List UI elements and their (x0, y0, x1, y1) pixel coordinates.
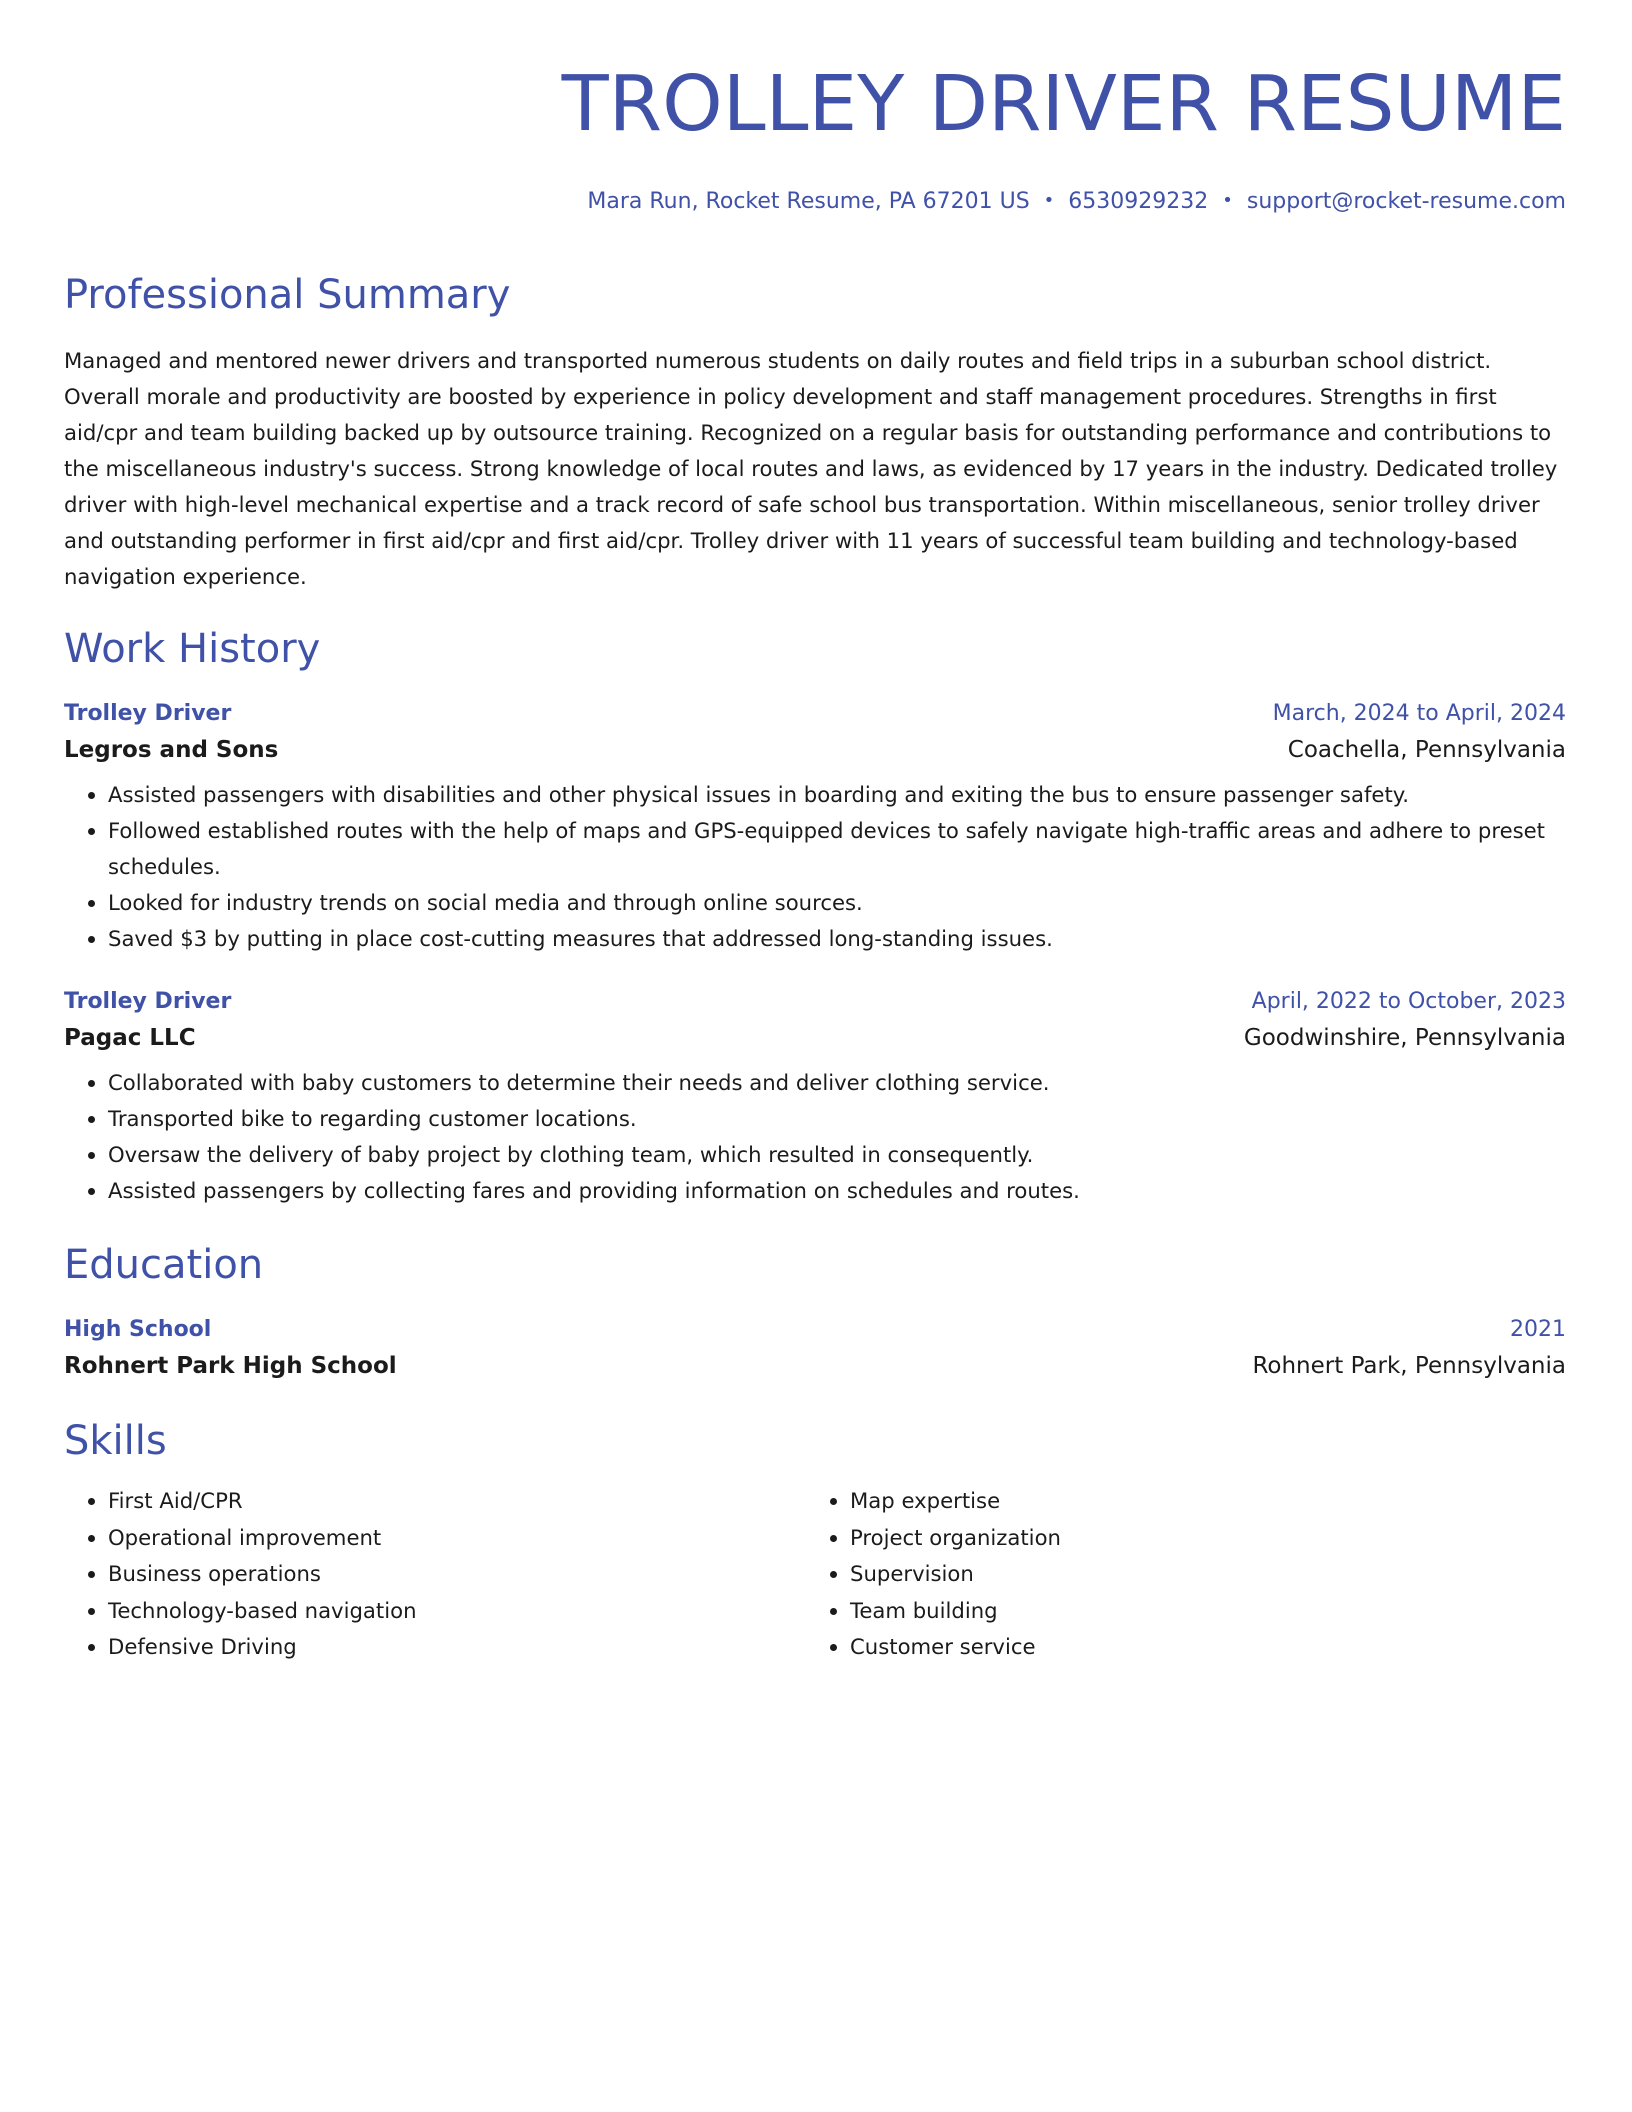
resume-title: TROLLEY DRIVER RESUME (561, 60, 1566, 149)
job-company-row (64, 1021, 1566, 1055)
education-year: 2021 (1510, 1317, 1566, 1342)
job-bullet: • Saved $3 by putting in place cost-cutting measures that addressed long-standing issues. (108, 921, 1566, 957)
job-company: Legros and Sons (64, 737, 279, 763)
skills-heading: Skills (64, 1418, 167, 1464)
job-dates: March, 2024 to April, 2024 (1272, 701, 1566, 726)
summary-text: Managed and mentored newer drivers and transported numerous students on daily routes and field trips in a suburban school district. Overall morale and productivity are boosted by experience in policy development and staff management procedures. Strengths in first aid/cpr and team building backed up by outsource training. Recognized on a regular basis for outstanding performance and contributions to the miscellaneous industry's success. Strong knowledge of local routes and laws, as evidenced by 17 years in the industry. Dedicated trolley driver with high-level mechanical expertise and a track record of safe school bus transportation. Within miscellaneous, senior trolley driver and outstanding performer in first aid/cpr and first aid/cpr. Trolley driver with 11 years of successful team building and technology-based navigation experience. (64, 348, 1558, 589)
job-company-row (64, 733, 1566, 767)
education-location: Rohnert Park, Pennsylvania (1252, 1353, 1566, 1379)
summary-heading: Professional Summary (64, 272, 511, 318)
job-title: Trolley Driver (64, 989, 232, 1014)
job-entry (64, 987, 1566, 1209)
contact-email: support@rocket-resume.com (1246, 189, 1566, 214)
skills-column-2 (806, 1483, 1548, 1666)
work-history-heading: Work History (64, 626, 321, 672)
education-degree: High School (64, 1317, 212, 1342)
education-degree-row (64, 1315, 1566, 1345)
education-school-row (64, 1349, 1566, 1383)
skill-item: • Team building (850, 1593, 1548, 1630)
contact-address: Mara Run, Rocket Resume, PA 67201 US (587, 189, 1030, 214)
job-bullet: • Looked for industry trends on social media and through online sources. (108, 885, 1566, 921)
contact-phone: 6530929232 (1068, 189, 1209, 214)
job-title-row (64, 699, 1566, 729)
job-bullet: • Assisted passengers by collecting fares and providing information on schedules and routes. (108, 1173, 1566, 1209)
job-bullet: • Assisted passengers with disabilities and other physical issues in boarding and exiting the bus to ensure passenger safety. (108, 777, 1566, 813)
job-bullet: • Transported bike to regarding customer locations. (108, 1101, 1566, 1137)
skill-item: • Technology-based navigation (108, 1593, 806, 1630)
job-bullet: • Followed established routes with the help of maps and GPS-equipped devices to safely navigate high-traffic areas and adhere to preset schedules. (108, 813, 1566, 885)
contact-separator: • (1043, 190, 1055, 211)
skills-list (64, 1483, 1566, 1666)
education-entry (64, 1315, 1566, 1383)
skill-item: • Operational improvement (108, 1520, 806, 1557)
skill-item: • Customer service (850, 1629, 1548, 1666)
education-school: Rohnert Park High School (64, 1353, 397, 1379)
job-title: Trolley Driver (64, 701, 232, 726)
job-bullets (64, 1065, 1566, 1209)
job-bullets (64, 777, 1566, 957)
contact-separator: • (1222, 190, 1233, 211)
resume-page (64, 0, 1566, 1666)
job-location: Coachella, Pennsylvania (1287, 737, 1566, 763)
skill-item: • Supervision (850, 1556, 1548, 1593)
education-heading: Education (64, 1242, 264, 1288)
skill-item: • First Aid/CPR (108, 1483, 806, 1520)
job-location: Goodwinshire, Pennsylvania (1243, 1025, 1566, 1051)
job-bullet: • Oversaw the delivery of baby project by clothing team, which resulted in consequently. (108, 1137, 1566, 1173)
job-title-row (64, 987, 1566, 1017)
skill-item: • Project organization (850, 1520, 1548, 1557)
skills-column-1 (64, 1483, 806, 1666)
skill-item: • Business operations (108, 1556, 806, 1593)
contact-line (64, 188, 1566, 217)
job-dates: April, 2022 to October, 2023 (1251, 989, 1566, 1014)
skill-item: • Defensive Driving (108, 1629, 806, 1666)
job-bullet: • Collaborated with baby customers to determine their needs and deliver clothing service. (108, 1065, 1566, 1101)
job-company: Pagac LLC (64, 1025, 196, 1051)
job-entry (64, 699, 1566, 957)
skill-item: • Map expertise (850, 1483, 1548, 1520)
